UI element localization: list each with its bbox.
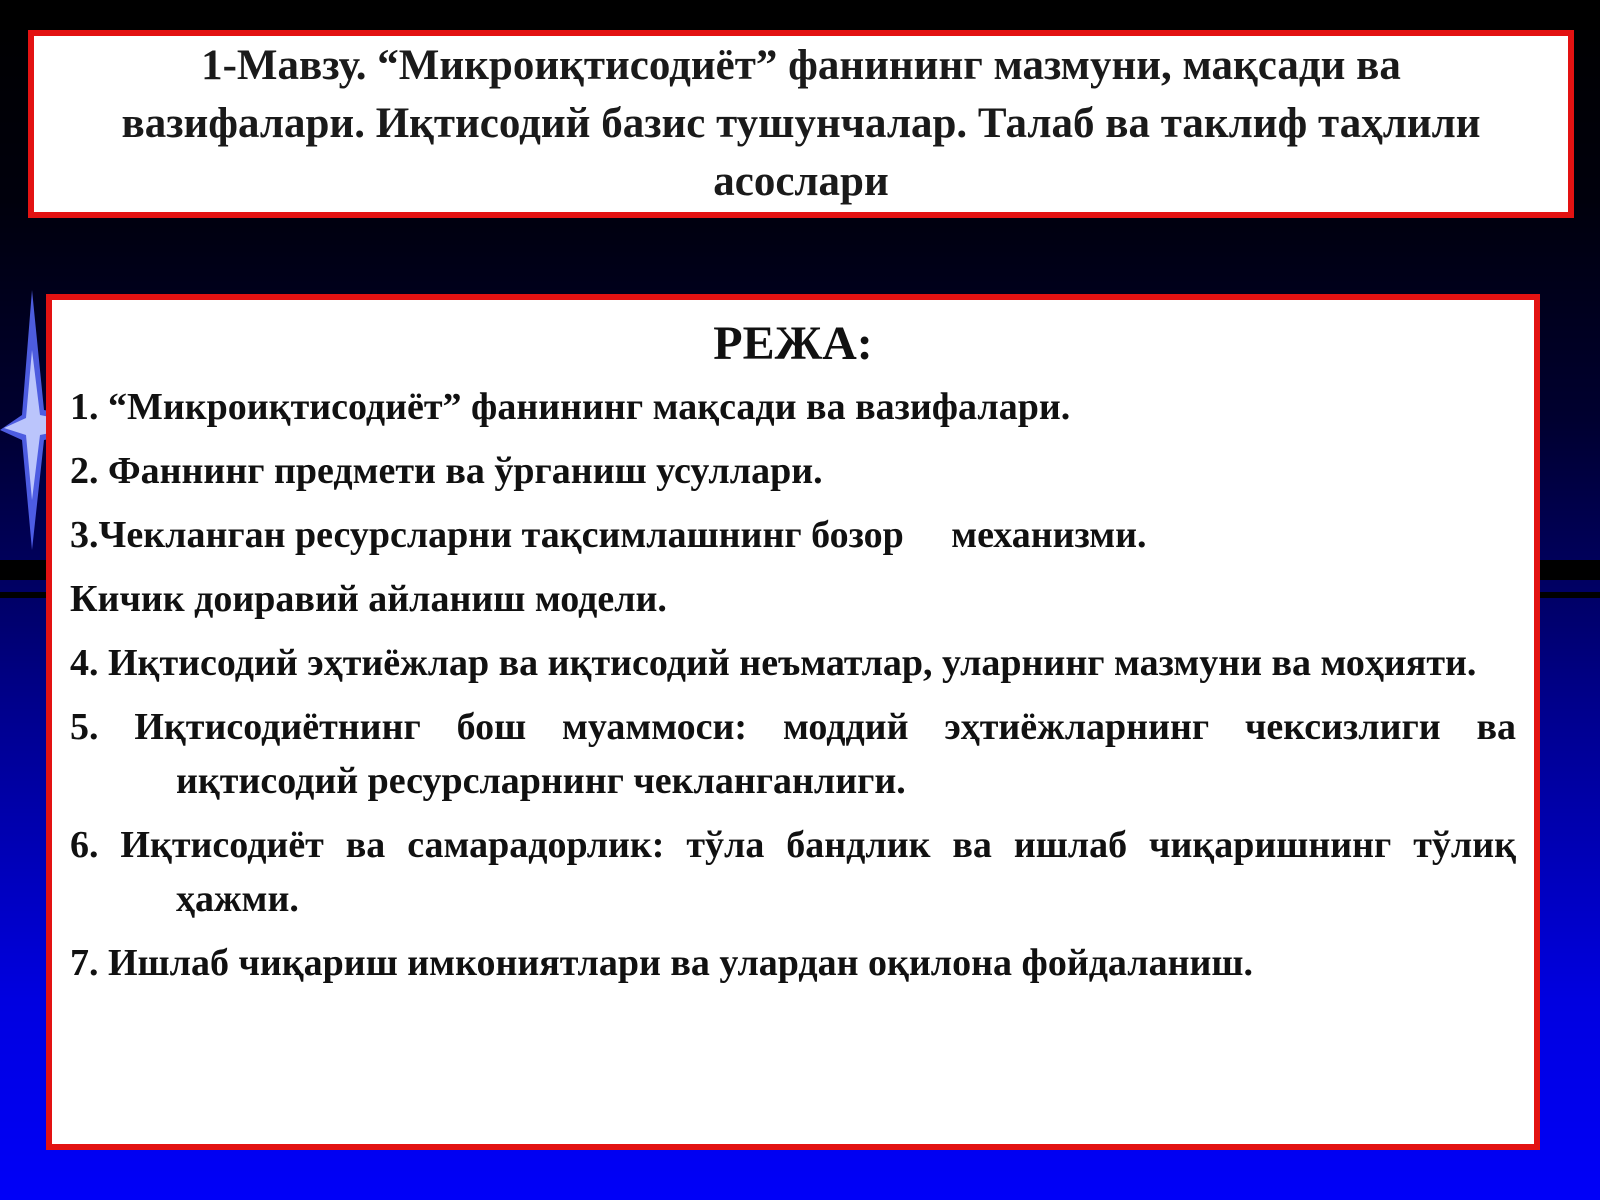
plan-item-2: 2. Фаннинг предмети ва ўрганиш усуллари. xyxy=(70,450,823,492)
plan-item-3: 3.Чекланган ресурсларни тақсимлашнинг бозор механизми. xyxy=(70,514,1147,556)
plan-list xyxy=(70,380,1516,990)
plan-item-5: 5. Иқтисодиётнинг бош муаммоси: моддий эҳтиёжларнинг чексизлиги ва иқтисодий ресурсларнинг чекланганлиги. xyxy=(70,706,1516,802)
title-box xyxy=(28,30,1574,218)
plan-item-3-continuation: Кичик доиравий айланиш модели. xyxy=(70,578,667,620)
plan-box xyxy=(46,294,1540,1150)
plan-item-4: 4. Иқтисодий эҳтиёжлар ва иқтисодий неъматлар, уларнинг мазмуни ва моҳияти. xyxy=(70,642,1477,684)
plan-item-6: 6. Иқтисодиёт ва самарадорлик: тўла бандлик ва ишлаб чиқаришнинг тўлиқ ҳажми. xyxy=(70,824,1516,920)
top-black-strip xyxy=(0,0,1600,30)
slide-title: 1-Мавзу. “Микроиқтисодиёт” фанининг мазмуни, мақсади ва вазифалари. Иқтисодий базис тушунчалар. Талаб ва таклиф таҳлили асослари xyxy=(121,42,1481,205)
plan-item-1: 1. “Микроиқтисодиёт” фанининг мақсади ва вазифалари. xyxy=(70,386,1071,428)
plan-item-7: 7. Ишлаб чиқариш имкониятлари ва улардан оқилона фойдаланиш. xyxy=(70,942,1253,984)
plan-heading: РЕЖА: xyxy=(713,317,873,370)
